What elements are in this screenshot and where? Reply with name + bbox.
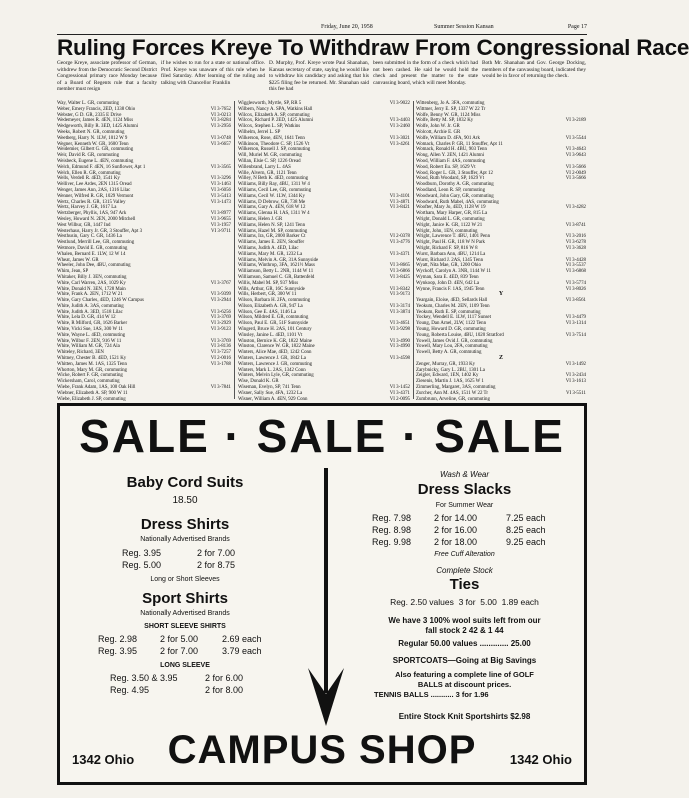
campus-shop-logo: CAMPUS SHOP	[167, 728, 477, 772]
entry-name: Whiteley, Richard, 3EN	[57, 350, 104, 356]
entry-name: Wolfe, John W. Jr. GR	[416, 124, 460, 130]
entry-name: Welch, Edmund F. 4EN, 16 Sunflower, Apt 1	[57, 164, 146, 170]
wash-wear-label: Wash & Wear	[439, 470, 490, 479]
entry-phone: VI 3-1492	[565, 361, 586, 367]
entry-phone: VI 3-9173	[389, 292, 410, 298]
cuff-alteration-label: Free Cuff Alteration	[434, 551, 495, 558]
entry-phone	[584, 397, 586, 403]
entry-name: Wurst, Barbara Ann, 4BU, 1214 La	[416, 251, 486, 257]
entry-phone: VI 3-8425	[389, 274, 410, 280]
directory-column-1	[57, 101, 231, 401]
entry-name: Wickersham, Carol, commuting	[57, 379, 120, 385]
entry-name: Zurcher, Ann M. 4AS, 1511 W 22 Tr	[416, 390, 488, 396]
entry-phone: VI 3-1452	[389, 385, 410, 391]
lead-paragraph-5: Both Mr. Shanahan and Gov. George Docking, members of the canvassing board, indicated they would be in favor of returning the check.	[482, 60, 586, 79]
baby-cord-price: 18.50	[172, 495, 198, 506]
entry-phone: VI 3-9643	[565, 153, 586, 159]
entry-phone: VI 3-9022	[389, 101, 410, 106]
entry-name: Wood, Robert Eu. SP, 1629 Vt	[416, 164, 476, 170]
entry-phone: VI 3-0748	[210, 135, 231, 141]
entry-name: Wisner, Sally Sue, 4FA, 1232 La	[238, 390, 303, 396]
entry-name: Williams, Mary M. GR, 1232 La	[238, 251, 303, 257]
lead-paragraph-1: George Kreye, associate professor of German, withdrew from the Democratic Second District Congressional primary race Monday because of a Board of Regents rule that a faculty member must resign	[57, 60, 157, 92]
entry-name: Williamson, Samuel C. GR, Battenfeld	[238, 274, 315, 280]
nationally-advertised-label: Nationally Advertised Brands	[140, 610, 230, 617]
entry-name: Ziesenis, Martin J. 1AS, 1625 W 1	[416, 379, 484, 385]
entry-name: Yowell, James Ovid J. GR, commuting	[416, 338, 493, 344]
entry-name: Williams, Gary A. 4EN, 618 W 12	[238, 205, 306, 211]
entry-phone: VI 3-5774	[565, 280, 586, 286]
column-rule	[234, 101, 235, 399]
entry-name: Welch, Ellen R. GR, commuting	[57, 170, 121, 176]
entry-name: Wicke, Robert F. GR, commuting	[57, 373, 123, 379]
entry-phone: VI 3-3628	[565, 245, 586, 251]
entry-name: Winsley, Janine L. 4ED, 1101 Vt	[238, 332, 303, 338]
entry-phone: VI 3-3767	[210, 280, 231, 286]
entry-name: Wolcott, Archie E. GR	[416, 129, 461, 135]
directory-entry	[57, 397, 231, 403]
entry-name: Wilbern, Nancy A. SPA, Watkins Hall	[238, 106, 313, 112]
entry-name: Wilcox, Richard P. 2ED, 1425 Alumni	[238, 118, 314, 124]
entry-name: Zarybnicky, Gary L. 2BU, 1301 La	[416, 367, 485, 373]
entry-phone: VI 3-5511	[565, 390, 586, 396]
dress-slacks-prices	[372, 512, 572, 548]
section-letter: Z	[498, 355, 503, 362]
entry-phone: VI 3-5537	[565, 263, 586, 269]
entry-name: Wills, Arthur, GR, 16C Sunnyside	[238, 286, 305, 292]
down-arrow-icon	[306, 468, 346, 730]
entry-name: Wells, Verdell R. 4ED, 1541 Ky	[57, 176, 120, 182]
entry-name: Westlund, Merrill Lee, GR, commuting	[57, 240, 135, 246]
entry-name: Way, Walter L. GR, commuting	[57, 101, 119, 106]
entry-phone: VI 3-4371	[389, 251, 410, 257]
entry-phone: VI 3-9298	[389, 327, 410, 333]
entry-name: Wright, Janice K. GR, 1122 W 21	[416, 222, 483, 228]
entry-name: Williams, Winthrop, 3FA, 1621½ Mass	[238, 263, 315, 269]
entry-name: Wurst, Richard J. 2AS, 1345 Tenn	[416, 257, 484, 263]
entry-name: Westhusin, Gary C. GR, 1436 La	[57, 234, 122, 240]
entry-name: White, William M. GR, 724 Ala	[57, 344, 120, 350]
entry-name: Williams, Judith A. 4ED, Lilac	[238, 245, 299, 251]
entry-phone: VI 3-3565	[210, 164, 231, 170]
entry-phone	[584, 350, 586, 356]
summer-wear-label: For Summer Wear	[435, 502, 494, 509]
entry-name: Young, Roberta Louise, 4BU, 1020 Stratford	[416, 332, 504, 338]
entry-name: Wolfe, Benny W. GR, 1124 Miss	[416, 112, 481, 118]
entry-phone: VI 3-2944	[210, 298, 231, 304]
entry-name: Wilson, Elizabeth A. GR, 947 La	[238, 303, 303, 309]
entry-phone: VI 3-6278	[565, 240, 586, 246]
entry-phone: VI 3-6866	[389, 269, 410, 275]
entry-phone: VI 3-4990	[389, 338, 410, 344]
entry-name: Young, Dan Arnel, 2LW, 1122 Tenn	[416, 321, 487, 327]
price-row: Reg. 4.95 2 for 8.00	[110, 685, 244, 695]
entry-phone: VI 3-3769	[210, 338, 231, 344]
entry-name: Williams, Glenna H. 1AS, 1311 W 4	[238, 211, 310, 217]
entry-name: White, R Milford, GR, 1626 Barker	[57, 321, 128, 327]
directory-entry	[416, 397, 586, 403]
entry-name: Wilhelm, Jerrel L. SP	[238, 129, 281, 135]
entry-name: Wilson, Gee E. 4AS, 1146 La	[238, 309, 297, 315]
sale-banner: SALE · SALE · SALE	[79, 410, 565, 462]
entry-name: White, Frank A. 2EN, 1712 W 21	[57, 292, 123, 298]
entry-name: Wyckoff, Carolyn A. 3NR, 1144 W 11	[416, 269, 492, 275]
entry-name: West Wilbur, GR, 1447 Ind	[57, 222, 111, 228]
masthead-paper: Summer Session Kansan	[434, 24, 494, 30]
dress-shirts-heading: Dress Shirts	[140, 516, 230, 533]
entry-phone: VI 3-3874	[389, 309, 410, 315]
entry-name: Winston, Bernice K. GR, 1822 Maine	[238, 338, 312, 344]
entry-phone: VI 3-8421	[389, 205, 410, 211]
entry-phone: VI 3-9655	[210, 216, 231, 222]
entry-name: Yowell, Betty A. GR, commuting	[416, 350, 482, 356]
entry-name: Wynne, Francis F. 1AS, 1945 Tenn	[416, 286, 485, 292]
entry-phone: VI 3-4371	[389, 390, 410, 396]
entry-phone: VI 3-3769	[210, 315, 231, 321]
entry-name: Williams, Helen N. SP, 1241 Tenn	[238, 222, 306, 228]
entry-name: Woodburn, Dorothy A. GR, commuting	[416, 182, 494, 188]
entry-name: Whim, Jean, SP	[57, 269, 89, 275]
entry-name: Wilkerson, Russell J. SP, commuting	[238, 147, 311, 153]
entry-name: Wenner, Wilfred R. GR, 1029 Vermont	[57, 193, 134, 199]
entry-name: Wills, Herbert, GR, 300 W 11	[238, 292, 297, 298]
entry-name: Wood, Ruth Woodard, SP, 1629 Vt	[416, 176, 485, 182]
price-row: Reg. 8.98 2 for 16.00 8.25 each	[372, 525, 546, 535]
entry-name: Womack, Charles P. GR, 11 Stouffer, Apt 11	[416, 141, 503, 147]
masthead-date: Friday, June 20, 1958	[321, 24, 373, 30]
long-sleeve-prices	[110, 672, 280, 696]
entry-phone: VI 3-7841	[210, 385, 231, 391]
entry-name: Wright, Lawrence T. 4BU, 1401 Penn	[416, 234, 491, 240]
entry-name: Wiebe, Elizabeth J. SP, commuting	[57, 396, 126, 402]
entry-name: Wortham, Mary Harper, GR, 815 La	[416, 211, 488, 217]
entry-phone: VI 3-3174	[389, 303, 410, 309]
entry-name: Weeks, Robert N. GR, commuting	[57, 129, 125, 135]
entry-name: Williams, Ira, GR, 2000 Barker Ct	[238, 234, 306, 240]
entry-name: Wisner, William A. 4EN, 929 Conn	[238, 396, 308, 402]
entry-name: Whitney, Chester B. 4ED, 1521 Ky	[57, 356, 127, 362]
entry-name: Wiebner, Elizabeth A. SP, 900 W 11	[57, 390, 128, 396]
entry-name: Weetberg, Harry N. 1LW, 1012 W 9	[57, 135, 128, 141]
entry-name: Wilson, Barbara H. 2FA, commuting	[238, 298, 311, 304]
entry-name: Wong, Allen Y. 2EN, 1421 Alumni	[416, 153, 485, 159]
entry-phone: VI 3-4282	[565, 205, 586, 211]
entry-name: Williams, James E. 2EN, Stouffer	[238, 240, 305, 246]
entry-phone: VI 3-2016	[565, 234, 586, 240]
entry-name: White, Donald N. 3EN, 1728 Main	[57, 286, 126, 292]
entry-name: Wilcox, Elizabeth A. SP, commuting	[238, 112, 310, 118]
entry-name: Wertz, Charles R. GR, 1315 Valley	[57, 199, 126, 205]
entry-name: Wiseman, Evelyn, SP, 741 Tenn	[238, 385, 301, 391]
entry-name: Welliver, Lee Ardes, 2EN 1315 Oread	[57, 182, 132, 188]
dress-shirt-prices	[122, 547, 272, 571]
golf-balls-offer: Also featuring a complete line of GOLF BALLS at discount prices. TENNIS BALLS ........... 3 for 1.96	[374, 670, 534, 699]
entry-name: Yockey, Wendell E. 1LW, 1117 Sunset	[416, 315, 491, 321]
entry-phone: VI 3-1788	[210, 361, 231, 367]
entry-name: Wright, Richard F. SP, 816 W 8	[416, 245, 478, 251]
entry-name: White, Gary Charles, 4ED, 1246 W Campus	[57, 298, 144, 304]
long-sleeve-label: LONG SLEEVE	[160, 662, 210, 669]
entry-phone: VI 3-2434	[565, 373, 586, 379]
entry-name: Woodward, John Gary, GR, commuting	[416, 193, 494, 199]
entry-phone: VI 3-6056	[210, 187, 231, 193]
entry-phone: VI 3-4776	[389, 240, 410, 246]
price-row: Reg. 3.50 & 3.95 2 for 6.00	[110, 673, 244, 683]
entry-name: Westerhaus, Harry Jr. GR, 3 Stouffer, Apt 3	[57, 228, 143, 234]
entry-phone	[229, 397, 231, 403]
entry-name: Winters, Lawrence J. GR, commuting	[238, 361, 313, 367]
entry-name: Wilkinson, Theodore C. SP, 1526 Vt	[238, 141, 310, 147]
entry-phone: VI 3-7514	[565, 332, 586, 338]
entry-name: Wolfe, William D. 4FA, 901 Ark	[416, 135, 480, 141]
lead-paragraph-2: if he wishes to run for a state or national office. Prof. Kreye was unaware of this rule when he filed Saturday. After learning of the ruling and talking with Chancellor Franklin	[161, 60, 265, 86]
complete-stock-label: Complete Stock	[436, 566, 493, 575]
entry-phone: VI 3-8977	[210, 211, 231, 217]
entry-name: Wyman, Sara E. 4ED, 839 Tenn	[416, 274, 479, 280]
entry-phone: VI 3-8665	[389, 263, 410, 269]
entry-name: Wedemeyer, James R. 4EN, 1124 Miss	[57, 118, 134, 124]
entry-phone: VI 2-0049	[565, 170, 586, 176]
entry-phone: VI 3-2460	[389, 124, 410, 130]
entry-name: Wesley, Howard N. 2EN, 2000 Mitchell	[57, 216, 136, 222]
entry-name: White, Carl Warren, 2AS, 1029 Ky	[57, 280, 126, 286]
lead-paragraph-3: D. Murphy, Prof. Kreye wrote Paul Shanahan, Kansas secretary of state, saying he would like to withdraw his candidacy and asking that his $225 filing fee be returned. Mr. Shanahan said this fee had	[269, 60, 369, 92]
entry-name: Winters, Alice Mae, 4ED, 1242 Conn	[238, 350, 312, 356]
entry-phone: VI 3-1473	[210, 199, 231, 205]
ties-heading: Ties	[449, 576, 480, 593]
entry-name: Womack, Ronald H. 4BU, 903 Tenn	[416, 147, 487, 153]
entry-phone: VI 3-6868	[565, 269, 586, 275]
entry-name: Weidemier, Gilbert G. GR, commuting	[57, 147, 134, 153]
entry-name: Wood, Roger L. GR, 3 Stouffer, Apt 12	[416, 170, 493, 176]
entry-phone: VI 3-6256	[210, 309, 231, 315]
entry-phone: VI 3-2929	[210, 321, 231, 327]
wool-suits-offer: We have 3 100% wool suits left from our fall stock 2 42 & 1 44 Regular 50.00 values ............. 25.00	[388, 616, 541, 648]
entry-name: Williams, Hazel M. SP, commuting	[238, 228, 308, 234]
entry-phone: VI 3-1957	[210, 222, 231, 228]
entry-phone: VI 3-4428	[565, 257, 586, 263]
entry-name: Wilson, Mildred E. GR, commuting	[238, 315, 309, 321]
ties-prices: Reg. 2.50 values 3 for 5.00 1.89 each	[390, 597, 539, 607]
masthead	[57, 22, 587, 35]
entry-name: Williams, Cecil Lee, GR, commuting	[238, 187, 312, 193]
sportcoats-line: SPORTCOATS—Going at Big Savings	[392, 656, 537, 665]
entry-name: Yowell, Mary Lou, 2FA, commuting	[416, 344, 488, 350]
entry-name: Wingerd, Bruce H. 2AS, 101 Century	[238, 327, 312, 333]
entry-name: White, Judith A. 3ED, 1518 Lilac	[57, 309, 123, 315]
entry-name: Willey, N Beth K. 4ED, commuting	[238, 176, 309, 182]
entry-name: Wheat, James W. GR	[57, 257, 99, 263]
price-row: Reg. 9.98 2 for 18.00 9.25 each	[372, 537, 546, 547]
entry-name: Winston, Clarence W. GR, 1822 Maine	[238, 344, 315, 350]
store-address-right: 1342 Ohio	[509, 752, 572, 767]
entry-phone: VI 3-0213	[210, 112, 231, 118]
entry-name: Whalen, Bernard E. 1LW, 12 W 14	[57, 251, 126, 257]
price-row: Reg. 5.00 2 for 8.75	[122, 560, 236, 570]
entry-name: White, Lela D. GR, 414 W 12	[57, 315, 116, 321]
entry-name: Wertzberger, Phyllis, 1AS, 947 Ark	[57, 211, 127, 217]
lead-paragraph-4: been submitted in the form of a check which had not been cashed. He said he would hold the check and present the matter to the state canvassing board, which will meet Monday.	[373, 60, 478, 86]
entry-name: White, Wilbur F. 2EN, 916 W 11	[57, 338, 122, 344]
section-letter: Y	[498, 291, 504, 298]
entry-name: Weber, Emery Francis, 2ED, 1338 Ohio	[57, 106, 136, 112]
entry-name: Winters, Lawrence J. GR, 1842 La	[238, 356, 306, 362]
entry-phone: VI 3-9711	[210, 228, 231, 234]
entry-name: Wheeler, John Dee, 4BU, commuting	[57, 263, 131, 269]
entry-phone: VI 3-8136	[210, 344, 231, 350]
entry-name: Will, Muriel M. GR, commuting	[238, 153, 302, 159]
entry-phone: VI 3-1613	[565, 379, 586, 385]
entry-name: Wright, John, 1EN, commuting	[416, 228, 478, 234]
entry-phone: VI 3-4598	[389, 356, 410, 362]
masthead-page: Page 17	[567, 24, 587, 30]
entry-name: Woofter, Mary Jo, 4ED, 1128 W 19	[416, 205, 486, 211]
short-sleeve-prices	[98, 633, 288, 657]
entry-phone: VI 3-5666	[565, 164, 586, 170]
entry-name: Williams, Billy Ray, 4BU, 1311 W 4	[238, 182, 310, 188]
entry-phone: VI 3-4403	[389, 118, 410, 124]
entry-phone: VI 3-8342	[389, 286, 410, 292]
price-row: Reg. 2.98 2 for 5.00 2.69 each	[98, 634, 262, 644]
entry-name: Wolfe, Betty M. SP, 1832 Ky	[416, 118, 474, 124]
headline: Ruling Forces Kreye To Withdraw From Congressional Race	[57, 35, 689, 60]
entry-phone: VI 3-3296	[210, 176, 231, 182]
entry-name: Wright, Donald L. GR, commuting	[416, 216, 485, 222]
entry-phone: VI 2-0095	[389, 396, 410, 402]
entry-name: White, Judith A. 3AS, commuting	[57, 303, 124, 309]
entry-phone: VI 3-9123	[210, 327, 231, 333]
entry-name: Weisbeck, Eugene L. 4EN, commuting	[57, 158, 134, 164]
campus-shop-advertisement	[57, 403, 587, 785]
directory-column-3	[416, 101, 586, 401]
entry-phone: VI 3-8284	[210, 118, 231, 124]
entry-phone: VI 3-5413	[210, 193, 231, 199]
entry-name: Wedgeworth, Billy R. 3ED, 1425 Alumni	[57, 124, 139, 130]
entry-phone: VI 3-4990	[389, 344, 410, 350]
entry-name: Williams, Cecil W. 1LW, 1344 Ky	[238, 193, 305, 199]
entry-phone: VI 3-8561	[565, 298, 586, 304]
entry-phone: VI 2-0378	[389, 234, 410, 240]
entry-name: White, Vicki Sue, 1AS, 300 W 11	[57, 327, 123, 333]
entry-phone: VI 3-9399	[210, 292, 231, 298]
entry-name: Willan, Elsie C. SP, 1226 Oread	[238, 158, 301, 164]
entry-name: Wertz, Harvey J. GR, 1617 La	[57, 205, 117, 211]
entry-name: Wise, Donald K. GR	[238, 379, 279, 385]
knit-sportshirts-line: Entire Stock Knit Sportshirts $2.98	[398, 712, 531, 721]
short-sleeve-label: SHORT SLEEVE SHIRTS	[144, 623, 226, 630]
entry-phone: VI 3-4651	[389, 321, 410, 327]
entry-name: Winters, Melvin Lyle, GR, commuting	[238, 373, 314, 379]
entry-phone: VI 3-4871	[389, 199, 410, 205]
entry-phone: VI 3-2189	[565, 118, 586, 124]
baby-cord-heading: Baby Cord Suits	[126, 474, 244, 491]
dress-slacks-heading: Dress Slacks	[417, 481, 512, 498]
entry-name: Zeigler, Edward, 1EN, 1402 Ky	[416, 373, 479, 379]
entry-name: Wittenberg, Jo A. 3FA, commuting	[416, 101, 485, 106]
entry-name: Zumbrunn, Arveline, GR, commuting	[416, 396, 490, 402]
entry-name: Williams, Helen J. GR	[238, 216, 283, 222]
entry-name: Wigglesworth, Myrtle, SP, RR 5	[238, 101, 302, 106]
price-row: Reg. 3.95 2 for 7.00 3.79 each	[98, 646, 262, 656]
price-row: Reg. 3.95 2 for 7.00	[122, 548, 236, 558]
entry-phone: VI 3-5666	[565, 176, 586, 182]
entry-name: Whorton, Mary M. GR, commuting	[57, 367, 127, 373]
entry-name: Weir, David R. GR, commuting	[57, 153, 120, 159]
sport-shirts-heading: Sport Shirts	[142, 590, 228, 607]
entry-name: Young, Howard D. GR, commuting	[416, 327, 486, 333]
entry-name: Zimmerling, Margaret, 3AS, commuting	[416, 385, 496, 391]
entry-phone: VI 2-0016	[210, 356, 231, 362]
entry-phone: VI 3-8026	[565, 286, 586, 292]
directory-column-2	[238, 101, 410, 401]
entry-name: Wittmer, Jerry E. SP, 1337 W 22 Tr	[416, 106, 486, 112]
entry-name: Wilson, Paul E. GR, 51F Sunnyside	[238, 321, 309, 327]
entry-name: Yeokum, Ruth E. SP, commuting	[416, 309, 481, 315]
column-rule	[413, 101, 414, 399]
entry-name: Zenger, Murray, GR, 1933 Ky	[416, 361, 476, 367]
entry-name: Wenger, James Ann, 2AS, 1316 Lilac	[57, 187, 131, 193]
entry-name: Willenbrand, Larry L. 4AS	[238, 164, 291, 170]
entry-phone: VI 3-7257	[210, 350, 231, 356]
entry-phone: VI 3-5544	[565, 135, 586, 141]
price-row: Reg. 7.98 2 for 14.00 7.25 each	[372, 513, 546, 523]
entry-phone: VI 3-8741	[565, 222, 586, 228]
sleeve-note: Long or Short Sleeves	[150, 576, 220, 583]
entry-name: Wood, William F. 4AS, commuting	[416, 158, 486, 164]
entry-phone: VI 3-7652	[210, 106, 231, 112]
entry-name: Wright, Paul H. GR, 118 W N Park	[416, 240, 485, 246]
entry-name: Williams, D Debrow, GR, 738 Me	[238, 199, 306, 205]
entry-name: White, Wayne L. 4ED, commuting	[57, 332, 126, 338]
entry-name: Wille, Alvern, GR, 1121 Tenn	[238, 170, 297, 176]
store-address-left: 1342 Ohio	[72, 752, 135, 767]
entry-name: Wegner, Kenneth W. GR, 1600 Tenn	[57, 141, 129, 147]
entry-name: Woodward, Ruth Mabel, 4AS, commuting	[416, 199, 499, 205]
entry-phone: VI 3-3021	[389, 135, 410, 141]
entry-name: Woodland, Leon R. SP, commuting	[416, 187, 486, 193]
entry-name: Winters, Mark L. 2AS, 1342 Conn	[238, 367, 306, 373]
entry-name: Whitten, James M. 1AS, 1325 Tenn	[57, 361, 127, 367]
entry-name: Webster, G D. GR, 2335 E Drive	[57, 112, 122, 118]
entry-phone: VI 3-4101	[389, 193, 410, 199]
entry-name: Wetmore, David E. GR, commuting	[57, 245, 128, 251]
directory-entry	[238, 397, 410, 403]
entry-phone: VI 3-6657	[210, 141, 231, 147]
entry-phone: VI 3-1463	[210, 182, 231, 188]
entry-name: Willis, Mabel M. SP, 937 Miss	[238, 280, 299, 286]
nationally-advertised-label: Nationally Advertised Brands	[140, 536, 230, 543]
entry-name: Williams, Melvin A. GR, 31A Sunnyside	[238, 257, 319, 263]
entry-phone: VI 3-4261	[389, 141, 410, 147]
entry-phone: VI 3-4643	[565, 147, 586, 153]
entry-name: Williamson, Betty L. 2NR, 1144 W 11	[238, 269, 314, 275]
entry-name: Wyatt, Nita Mae, GR, 1200 Ohio	[416, 263, 481, 269]
entry-name: Yeargain, Eloise, 4ED, Sellards Hall	[416, 298, 488, 304]
entry-phone: VI 3-4479	[565, 315, 586, 321]
entry-name: Wynkoop, John D. 4EN, 642 La	[416, 280, 480, 286]
entry-name: Wiebe, Frank Adam, 1AS, 100 Oak Hill	[57, 385, 136, 391]
entry-name: Wilkerson, Rose, 4EN, 1641 Tenn	[238, 135, 305, 141]
entry-phone: VI 3-2956	[210, 124, 231, 130]
entry-name: Wilcox, Stephen L. SP, Watkins	[238, 124, 301, 130]
entry-phone: VI 3-1314	[565, 321, 586, 327]
entry-name: Yeokum, Charles M. 2EN, 1109 Tenn	[416, 303, 490, 309]
entry-name: Whitaker, Billy J. 3EN, commuting	[57, 274, 127, 280]
